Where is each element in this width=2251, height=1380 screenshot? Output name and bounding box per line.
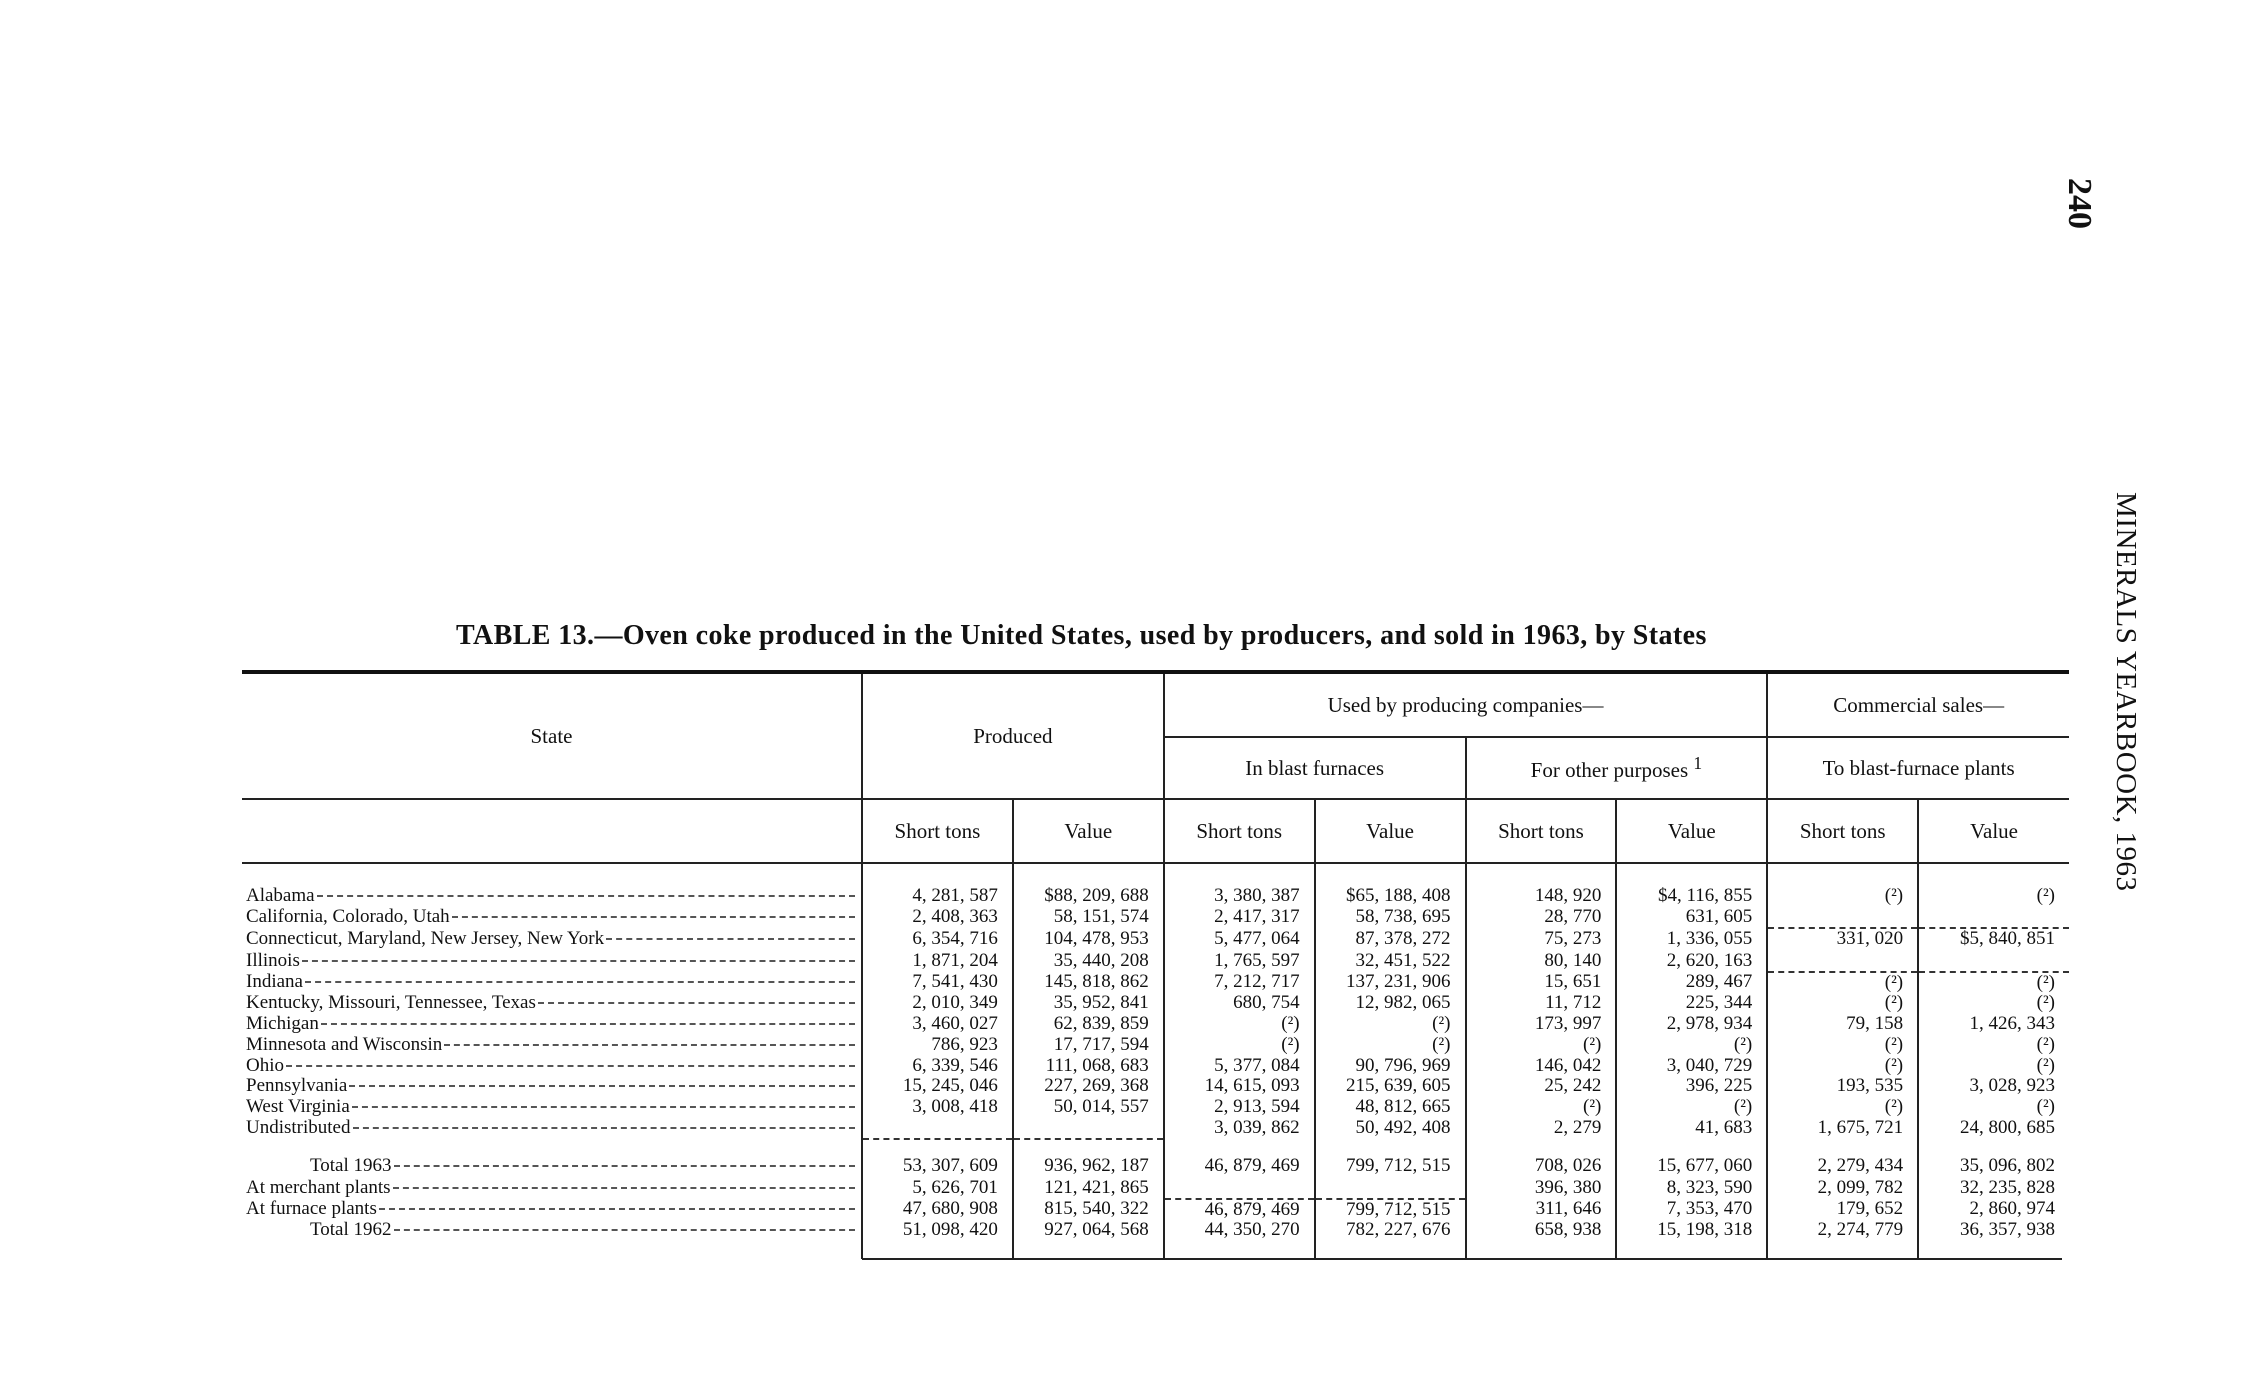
table-row [242,950,2069,972]
cell-value: 15, 677, 060 [1616,1139,1767,1177]
cell-short-tons: 7, 541, 430 [862,972,1013,994]
state-name: Alabama [246,885,315,906]
cell-short-tons: 4, 281, 587 [862,863,1013,907]
state-label-wrap [246,1118,855,1139]
header-blast-furnaces: In blast furnaces [1164,737,1466,799]
header-state: State [242,672,862,799]
cell-value: (²) [1918,863,2069,907]
cell-value: 137, 231, 906 [1315,972,1466,994]
cell-value: 2, 860, 974 [1918,1199,2069,1221]
header-state-blank [242,799,862,863]
cell-short-tons: 3, 460, 027 [862,1014,1013,1035]
cell-short-tons: 25, 242 [1466,1076,1617,1097]
cell-value: 104, 478, 953 [1013,928,1164,950]
cell-short-tons: 15, 651 [1466,972,1617,994]
cell-value: 3, 040, 729 [1616,1056,1767,1077]
cell-short-tons: 5, 477, 064 [1164,928,1315,950]
state-label-wrap [246,1178,855,1199]
leader-dots [321,1023,855,1025]
cell-short-tons: 6, 339, 546 [862,1056,1013,1077]
cell-short-tons: 79, 158 [1767,1014,1918,1035]
state-label-wrap [246,1056,855,1077]
leader-dots [305,981,855,983]
leader-dots [394,1229,855,1231]
leader-dots [286,1065,855,1067]
cell-value: 58, 738, 695 [1315,907,1466,929]
state-label-wrap [246,993,855,1014]
cell-short-tons: 146, 042 [1466,1056,1617,1077]
cell-value: 782, 227, 676 [1315,1220,1466,1259]
table-row [242,1056,2069,1077]
state-label-wrap [246,907,855,928]
cell-value: 1, 336, 055 [1616,928,1767,950]
cell-short-tons: 53, 307, 609 [862,1139,1013,1177]
cell-value: (²) [1918,1056,2069,1077]
cell-value: 58, 151, 574 [1013,907,1164,929]
state-label-wrap [246,1156,855,1177]
cell-short-tons: 1, 765, 597 [1164,950,1315,972]
leader-dots [302,960,855,962]
leader-dots [452,916,855,918]
state-name: Undistributed [246,1117,351,1139]
cell-value: 289, 467 [1616,972,1767,994]
state-label-wrap [246,886,855,907]
cell-value [1315,1177,1466,1199]
state-name: At merchant plants [246,1177,391,1198]
cell-value: $4, 116, 855 [1616,863,1767,907]
table-row [242,993,2069,1014]
cell-value: 3, 028, 923 [1918,1076,2069,1097]
state-name: Total 1963 [310,1154,392,1176]
table-header [242,672,2069,863]
cell-value: 225, 344 [1616,993,1767,1014]
cell-value: $5, 840, 851 [1918,928,2069,950]
bottom-rule [862,1258,2062,1260]
cell-value: (²) [1918,972,2069,994]
row-state [242,1056,862,1077]
table-row [242,907,2069,929]
cell-value: 1, 426, 343 [1918,1014,2069,1035]
cell-short-tons [1164,1177,1315,1199]
cell-value: 396, 225 [1616,1076,1767,1097]
table-row [242,1118,2069,1140]
header-to-blast-furnace-plants: To blast-furnace plants [1767,737,2069,799]
state-name: At furnace plants [246,1198,377,1220]
table-row [242,1220,2069,1259]
cell-value: 41, 683 [1616,1118,1767,1140]
state-label-wrap [246,1035,855,1056]
row-state [242,863,862,907]
cell-value: 121, 421, 865 [1013,1177,1164,1199]
cell-short-tons: (²) [1767,993,1918,1014]
cell-short-tons [862,1118,1013,1140]
cell-short-tons: 396, 380 [1466,1177,1617,1199]
cell-value: (²) [1616,1097,1767,1118]
cell-value: 32, 235, 828 [1918,1177,2069,1199]
leader-dots [317,895,855,897]
state-name: Total 1962 [310,1220,392,1241]
cell-short-tons: 786, 923 [862,1035,1013,1056]
state-name: Ohio [246,1055,284,1076]
row-state [242,1139,862,1177]
state-name: California, Colorado, Utah [246,906,450,928]
header-value: Value [1013,799,1164,863]
row-state [242,972,862,994]
state-label-wrap [246,1076,855,1097]
table-row [242,1139,2069,1177]
header-short-tons: Short tons [1466,799,1617,863]
leader-dots [349,1085,855,1087]
row-state [242,928,862,950]
cell-value: (²) [1918,1035,2069,1056]
cell-short-tons: 2, 010, 349 [862,993,1013,1014]
cell-short-tons: 708, 026 [1466,1139,1617,1177]
leader-dots [352,1106,855,1108]
cell-short-tons [1767,907,1918,929]
cell-value: 815, 540, 322 [1013,1199,1164,1221]
cell-value: 48, 812, 665 [1315,1097,1466,1118]
cell-value: 50, 492, 408 [1315,1118,1466,1140]
cell-short-tons [1767,950,1918,972]
row-state [242,1097,862,1118]
leader-dots [393,1187,855,1189]
oven-coke-table [242,670,2069,1259]
row-state [242,1220,862,1259]
cell-short-tons: 1, 871, 204 [862,950,1013,972]
table-body [242,863,2069,1259]
header-value: Value [1315,799,1466,863]
cell-short-tons: (²) [1164,1035,1315,1056]
cell-value [1918,907,2069,929]
cell-short-tons: (²) [1767,972,1918,994]
cell-value: 36, 357, 938 [1918,1220,2069,1259]
table-row [242,1097,2069,1118]
leader-dots [538,1002,855,1004]
row-state [242,1199,862,1221]
cell-value: 32, 451, 522 [1315,950,1466,972]
cell-value: $88, 209, 688 [1013,863,1164,907]
cell-value: (²) [1315,1035,1466,1056]
row-state [242,1076,862,1097]
header-produced: Produced [862,672,1164,799]
state-label-wrap [246,1097,855,1118]
cell-short-tons: (²) [1767,1035,1918,1056]
cell-value: 111, 068, 683 [1013,1056,1164,1077]
cell-short-tons: 311, 646 [1466,1199,1617,1221]
header-short-tons: Short tons [862,799,1013,863]
cell-value: $65, 188, 408 [1315,863,1466,907]
table-row [242,1014,2069,1035]
table-row [242,1199,2069,1221]
state-name: Connecticut, Maryland, New Jersey, New York [246,928,605,949]
header-other-purposes-label: For other purposes [1530,758,1689,782]
cell-value: 799, 712, 515 [1315,1139,1466,1177]
state-label-wrap [246,929,855,950]
table-title: TABLE 13.—Oven coke produced in the United States, used by producers, and sold in 1963, by States [456,620,1707,651]
cell-value: 7, 353, 470 [1616,1199,1767,1221]
header-short-tons: Short tons [1164,799,1315,863]
cell-short-tons: 2, 279, 434 [1767,1139,1918,1177]
cell-value: (²) [1918,993,2069,1014]
cell-value: 50, 014, 557 [1013,1097,1164,1118]
row-state [242,950,862,972]
state-label-wrap [246,1199,855,1220]
cell-short-tons: 3, 380, 387 [1164,863,1315,907]
cell-short-tons: 75, 273 [1466,928,1617,950]
cell-short-tons: 2, 408, 363 [862,907,1013,929]
cell-value: 8, 323, 590 [1616,1177,1767,1199]
cell-short-tons: 2, 279 [1466,1118,1617,1140]
cell-short-tons: 47, 680, 908 [862,1199,1013,1221]
cell-short-tons: (²) [1767,863,1918,907]
cell-short-tons: 5, 626, 701 [862,1177,1013,1199]
state-name: Minnesota and Wisconsin [246,1034,443,1055]
cell-short-tons: 658, 938 [1466,1220,1617,1259]
state-name: Illinois [246,950,300,971]
header-used-by-producers: Used by producing companies— [1164,672,1768,737]
row-state [242,1014,862,1035]
cell-value: 2, 978, 934 [1616,1014,1767,1035]
cell-value: 215, 639, 605 [1315,1076,1466,1097]
state-name: Indiana [246,971,303,993]
cell-value: 35, 096, 802 [1918,1139,2069,1177]
leader-dots [379,1208,855,1210]
page-number: 240 [2061,178,2098,229]
cell-value: 936, 962, 187 [1013,1139,1164,1177]
leader-dots [444,1044,855,1046]
header-commercial-sales: Commercial sales— [1767,672,2069,737]
cell-value: 35, 952, 841 [1013,993,1164,1014]
row-state [242,907,862,929]
cell-value: (²) [1918,1097,2069,1118]
cell-short-tons: 193, 535 [1767,1076,1918,1097]
cell-short-tons: 46, 879, 469 [1164,1199,1315,1221]
state-name: West Virginia [246,1097,350,1117]
cell-short-tons: 3, 039, 862 [1164,1118,1315,1140]
cell-short-tons: (²) [1466,1097,1617,1118]
cell-short-tons: 46, 879, 469 [1164,1139,1315,1177]
cell-value [1918,950,2069,972]
header-other-purposes [1466,737,1768,799]
cell-short-tons: 331, 020 [1767,928,1918,950]
state-label-wrap [246,1014,855,1035]
state-label-wrap [246,951,855,972]
cell-value: 35, 440, 208 [1013,950,1164,972]
cell-value: (²) [1616,1035,1767,1056]
state-name: Pennsylvania [246,1076,348,1097]
cell-short-tons: 2, 274, 779 [1767,1220,1918,1259]
cell-short-tons: 11, 712 [1466,993,1617,1014]
data-table-container [242,670,2069,1259]
cell-short-tons: 680, 754 [1164,993,1315,1014]
cell-value [1013,1118,1164,1140]
table-row [242,863,2069,907]
header-value: Value [1918,799,2069,863]
leader-dots [606,938,855,940]
cell-short-tons: 14, 615, 093 [1164,1076,1315,1097]
cell-value: 87, 378, 272 [1315,928,1466,950]
state-label-wrap [246,972,855,993]
cell-value: 15, 198, 318 [1616,1220,1767,1259]
table-row [242,1076,2069,1097]
state-name: Kentucky, Missouri, Tennessee, Texas [246,993,536,1014]
cell-short-tons: 80, 140 [1466,950,1617,972]
cell-short-tons: 148, 920 [1466,863,1617,907]
cell-value: 227, 269, 368 [1013,1076,1164,1097]
cell-short-tons: (²) [1466,1035,1617,1056]
header-short-tons: Short tons [1767,799,1918,863]
state-label-wrap [246,1220,855,1241]
cell-short-tons: 15, 245, 046 [862,1076,1013,1097]
footnote-marker: 1 [1693,753,1703,773]
table-row [242,928,2069,950]
table-row [242,972,2069,994]
cell-value: (²) [1315,1014,1466,1035]
cell-short-tons: 1, 675, 721 [1767,1118,1918,1140]
row-state [242,1177,862,1199]
cell-short-tons: 173, 997 [1466,1014,1617,1035]
table-row [242,1177,2069,1199]
cell-value: 631, 605 [1616,907,1767,929]
cell-value: 12, 982, 065 [1315,993,1466,1014]
cell-value: 927, 064, 568 [1013,1220,1164,1259]
cell-short-tons: 6, 354, 716 [862,928,1013,950]
cell-value: 145, 818, 862 [1013,972,1164,994]
cell-short-tons: 2, 417, 317 [1164,907,1315,929]
leader-dots [353,1127,856,1129]
cell-value: 2, 620, 163 [1616,950,1767,972]
cell-value: 24, 800, 685 [1918,1118,2069,1140]
header-value: Value [1616,799,1767,863]
cell-short-tons: (²) [1767,1056,1918,1077]
cell-short-tons: (²) [1164,1014,1315,1035]
cell-short-tons: 28, 770 [1466,907,1617,929]
cell-short-tons: 2, 099, 782 [1767,1177,1918,1199]
cell-short-tons: 5, 377, 084 [1164,1056,1315,1077]
row-state [242,1118,862,1140]
row-state [242,993,862,1014]
cell-value: 799, 712, 515 [1315,1199,1466,1221]
cell-short-tons: 7, 212, 717 [1164,972,1315,994]
cell-short-tons: 2, 913, 594 [1164,1097,1315,1118]
cell-short-tons: 51, 098, 420 [862,1220,1013,1259]
cell-short-tons: (²) [1767,1097,1918,1118]
cell-value: 17, 717, 594 [1013,1035,1164,1056]
cell-short-tons: 3, 008, 418 [862,1097,1013,1118]
cell-value: 62, 839, 859 [1013,1014,1164,1035]
cell-value: 90, 796, 969 [1315,1056,1466,1077]
table-row [242,1035,2069,1056]
row-state [242,1035,862,1056]
cell-short-tons: 44, 350, 270 [1164,1220,1315,1259]
running-head: MINERALS YEARBOOK, 1963 [2110,492,2142,892]
state-name: Michigan [246,1014,319,1035]
cell-short-tons: 179, 652 [1767,1199,1918,1221]
leader-dots [394,1165,855,1167]
